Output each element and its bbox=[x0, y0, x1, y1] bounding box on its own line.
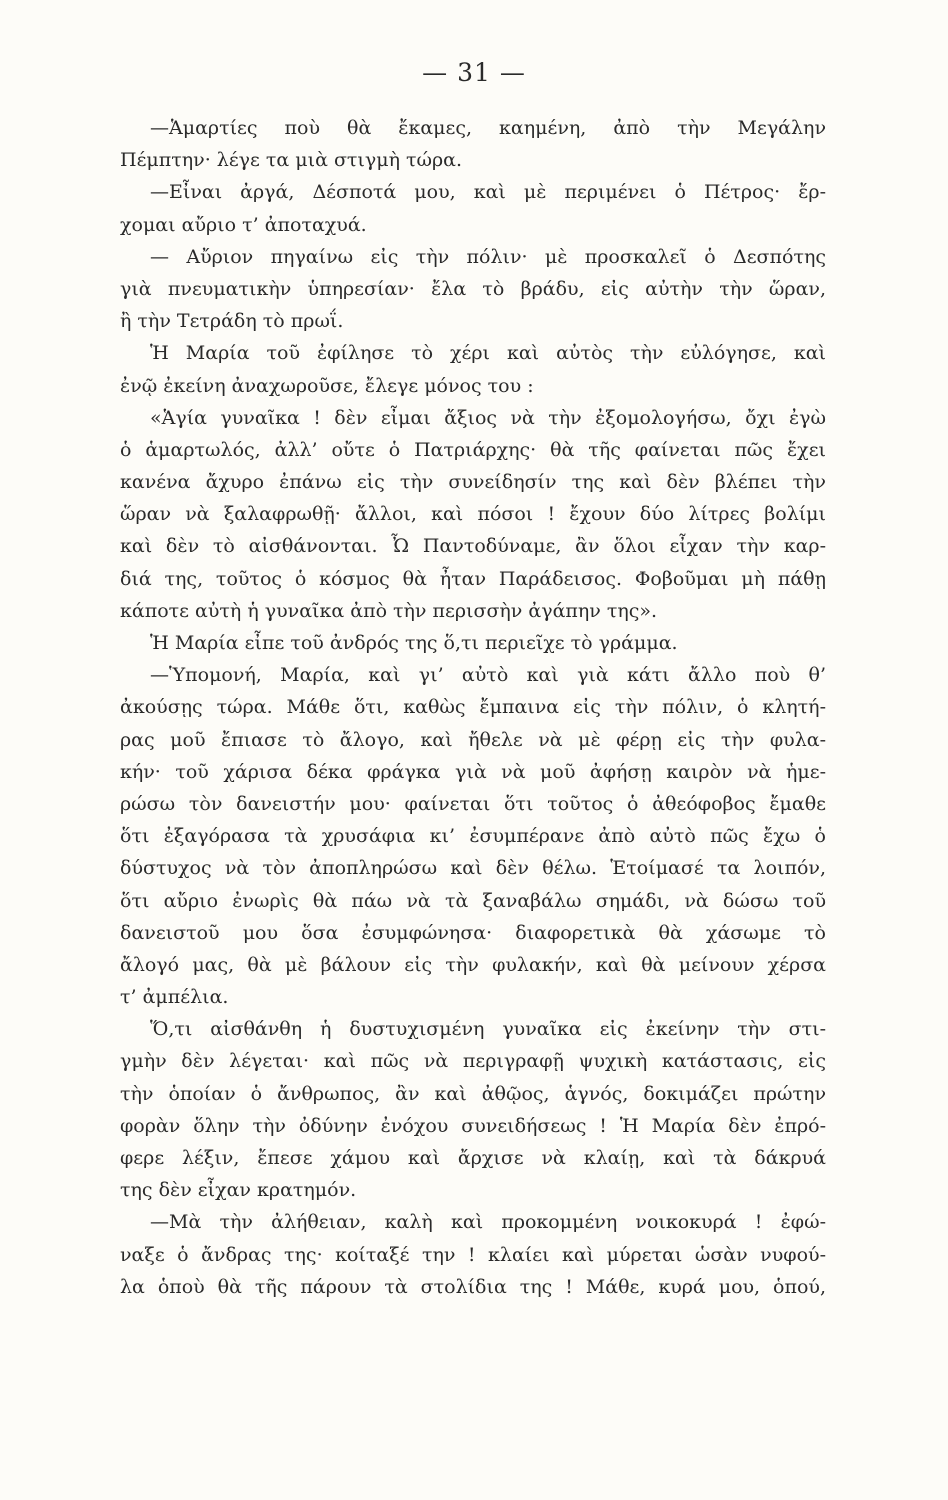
text-line: κήν· τοῦ χάρισα δέκα φράγκα γιὰ νὰ μοῦ ἀφήσῃ καιρὸν νὰ ἡμε- bbox=[120, 760, 826, 783]
text-line: ρώσω τὸν δανειστήν μου· φαίνεται ὅτι τοῦτος ὁ ἀθεόφοβος ἔμαθε bbox=[120, 792, 826, 815]
text-line: —Μὰ τὴν ἀλήθειαν, καλὴ καὶ προκομμένη νοικοκυρά ! ἐφώ- bbox=[150, 1211, 826, 1234]
text-line: ὅτι αὔριο ἐνωρὶς θὰ πάω νὰ τὰ ξαναβάλω σημάδι, νὰ δώσω τοῦ bbox=[120, 889, 826, 912]
body-text bbox=[120, 112, 826, 1303]
text-line: φερε λέξιν, ἔπεσε χάμου καὶ ἄρχισε νὰ κλαίῃ, καὶ τὰ δάκρυά bbox=[120, 1147, 826, 1169]
text-line: δανειστοῦ μου ὅσα ἐσυμφώνησα· διαφορετικὰ θὰ χάσωμε τὸ bbox=[120, 921, 826, 944]
text-line: κάποτε αὐτὴ ἡ γυναῖκα ἀπὸ τὴν περισσὴν ἀγάπην της». bbox=[120, 599, 658, 622]
text-line: —Εἶναι ἀργά, Δέσποτά μου, καὶ μὲ περιμένει ὁ Πέτρος· ἔρ- bbox=[150, 181, 826, 204]
text-line: Ἡ Μαρία εἶπε τοῦ ἀνδρός της ὅ,τι περιεῖχε τὸ γράμμα. bbox=[150, 632, 678, 654]
text-line: δύστυχος νὰ τὸν ἀποπληρώσω καὶ δὲν θέλω. Ἑτοίμασέ τα λοιπόν, bbox=[120, 857, 826, 880]
text-line: ὅτι ἐξαγόρασα τὰ χρυσάφια κι’ ἐσυμπέρανε ἀπὸ αὐτὸ πῶς ἔχω ὁ bbox=[120, 825, 826, 848]
text-line: «Ἁγία γυναῖκα ! δὲν εἶμαι ἄξιος νὰ τὴν ἐξομολογήσω, ὄχι ἐγὼ bbox=[150, 406, 826, 429]
text-line: λα ὁποὺ θὰ τῆς πάρουν τὰ στολίδια της ! Μάθε, κυρά μου, ὁπού, bbox=[120, 1275, 826, 1298]
text-line: —Ὑπομονή, Μαρία, καὶ γι’ αὐτὸ καὶ γιὰ κάτι ἄλλο ποὺ θ’ bbox=[150, 664, 826, 687]
text-line: ἐνῷ ἐκείνη ἀναχωροῦσε, ἔλεγε μόνος του : bbox=[120, 374, 534, 397]
text-line: Πέμπτην· λέγε τα μιὰ στιγμὴ τώρα. bbox=[120, 149, 463, 172]
text-line: γμὴν δὲν λέγεται· καὶ πῶς νὰ περιγραφῇ ψυχικὴ κατάστασις, εἰς bbox=[120, 1050, 826, 1073]
text-line: ὁ ἁμαρτωλός, ἀλλ’ οὔτε ὁ Πατριάρχης· θὰ τῆς φαίνεται πῶς ἔχει bbox=[120, 438, 826, 461]
text-line: χομαι αὔριο τ’ ἀποταχυά. bbox=[120, 213, 367, 236]
text-line: ναξε ὁ ἄνδρας της· κοίταξέ την ! κλαίει καὶ μύρεται ὡσὰν νυφού- bbox=[120, 1243, 826, 1266]
text-line: τ’ ἀμπέλια. bbox=[120, 986, 229, 1009]
text-line: καὶ δὲν τὸ αἰσθάνονται. Ὦ Παντοδύναμε, ἂν ὅλοι εἶχαν τὴν καρ- bbox=[120, 535, 826, 558]
text-line: τὴν ὁποίαν ὁ ἄνθρωπος, ἂν καὶ ἀθῷος, ἁγνός, δοκιμάζει πρώτην bbox=[120, 1082, 826, 1105]
text-line: —Ἁμαρτίες ποὺ θὰ ἔκαμες, καημένη, ἀπὸ τὴν Μεγάλην bbox=[150, 117, 826, 139]
text-line: — Αὔριον πηγαίνω εἰς τὴν πόλιν· μὲ προσκαλεῖ ὁ Δεσπότης bbox=[150, 245, 826, 268]
text-line: ἢ τὴν Τετράδη τὸ πρωΐ. bbox=[120, 310, 344, 333]
text-line: ἀκούσῃς τώρα. Μάθε ὅτι, καθὼς ἔμπαινα εἰς τὴν πόλιν, ὁ κλητή- bbox=[120, 696, 826, 719]
text-line: ρας μοῦ ἔπιασε τὸ ἄλογο, καὶ ἤθελε νὰ μὲ φέρῃ εἰς τὴν φυλα- bbox=[120, 728, 826, 751]
text-line: κανένα ἄχυρο ἐπάνω εἰς τὴν συνείδησίν της καὶ δὲν βλέπει τὴν bbox=[120, 471, 826, 494]
text-line: διά της, τοῦτος ὁ κόσμος θὰ ἦταν Παράδεισος. Φοβοῦμαι μὴ πάθῃ bbox=[120, 567, 826, 590]
text-line: γιὰ πνευματικὴν ὑπηρεσίαν· ἔλα τὸ βράδυ, εἰς αὐτὴν τὴν ὥραν, bbox=[120, 277, 826, 300]
text-line: ὥραν νὰ ξαλαφρωθῇ· ἄλλοι, καὶ πόσοι ! ἔχουν δύο λίτρες βολίμι bbox=[120, 503, 826, 526]
text-line: Ὅ,τι αἰσθάνθη ἡ δυστυχισμένη γυναῖκα εἰς ἐκείνην τὴν στι- bbox=[150, 1018, 826, 1041]
text-line: φορὰν ὅλην τὴν ὀδύνην ἐνόχου συνειδήσεως ! Ἡ Μαρία δὲν ἐπρό- bbox=[120, 1114, 826, 1137]
text-line: Ἡ Μαρία τοῦ ἐφίλησε τὸ χέρι καὶ αὐτὸς τὴν εὐλόγησε, καὶ bbox=[150, 342, 826, 365]
text-line: ἄλογό μας, θὰ μὲ βάλουν εἰς τὴν φυλακήν, καὶ θὰ μείνουν χέρσα bbox=[120, 953, 826, 976]
text-line: της δὲν εἶχαν κρατημόν. bbox=[120, 1179, 357, 1202]
page-number: — 31 — bbox=[422, 58, 526, 87]
